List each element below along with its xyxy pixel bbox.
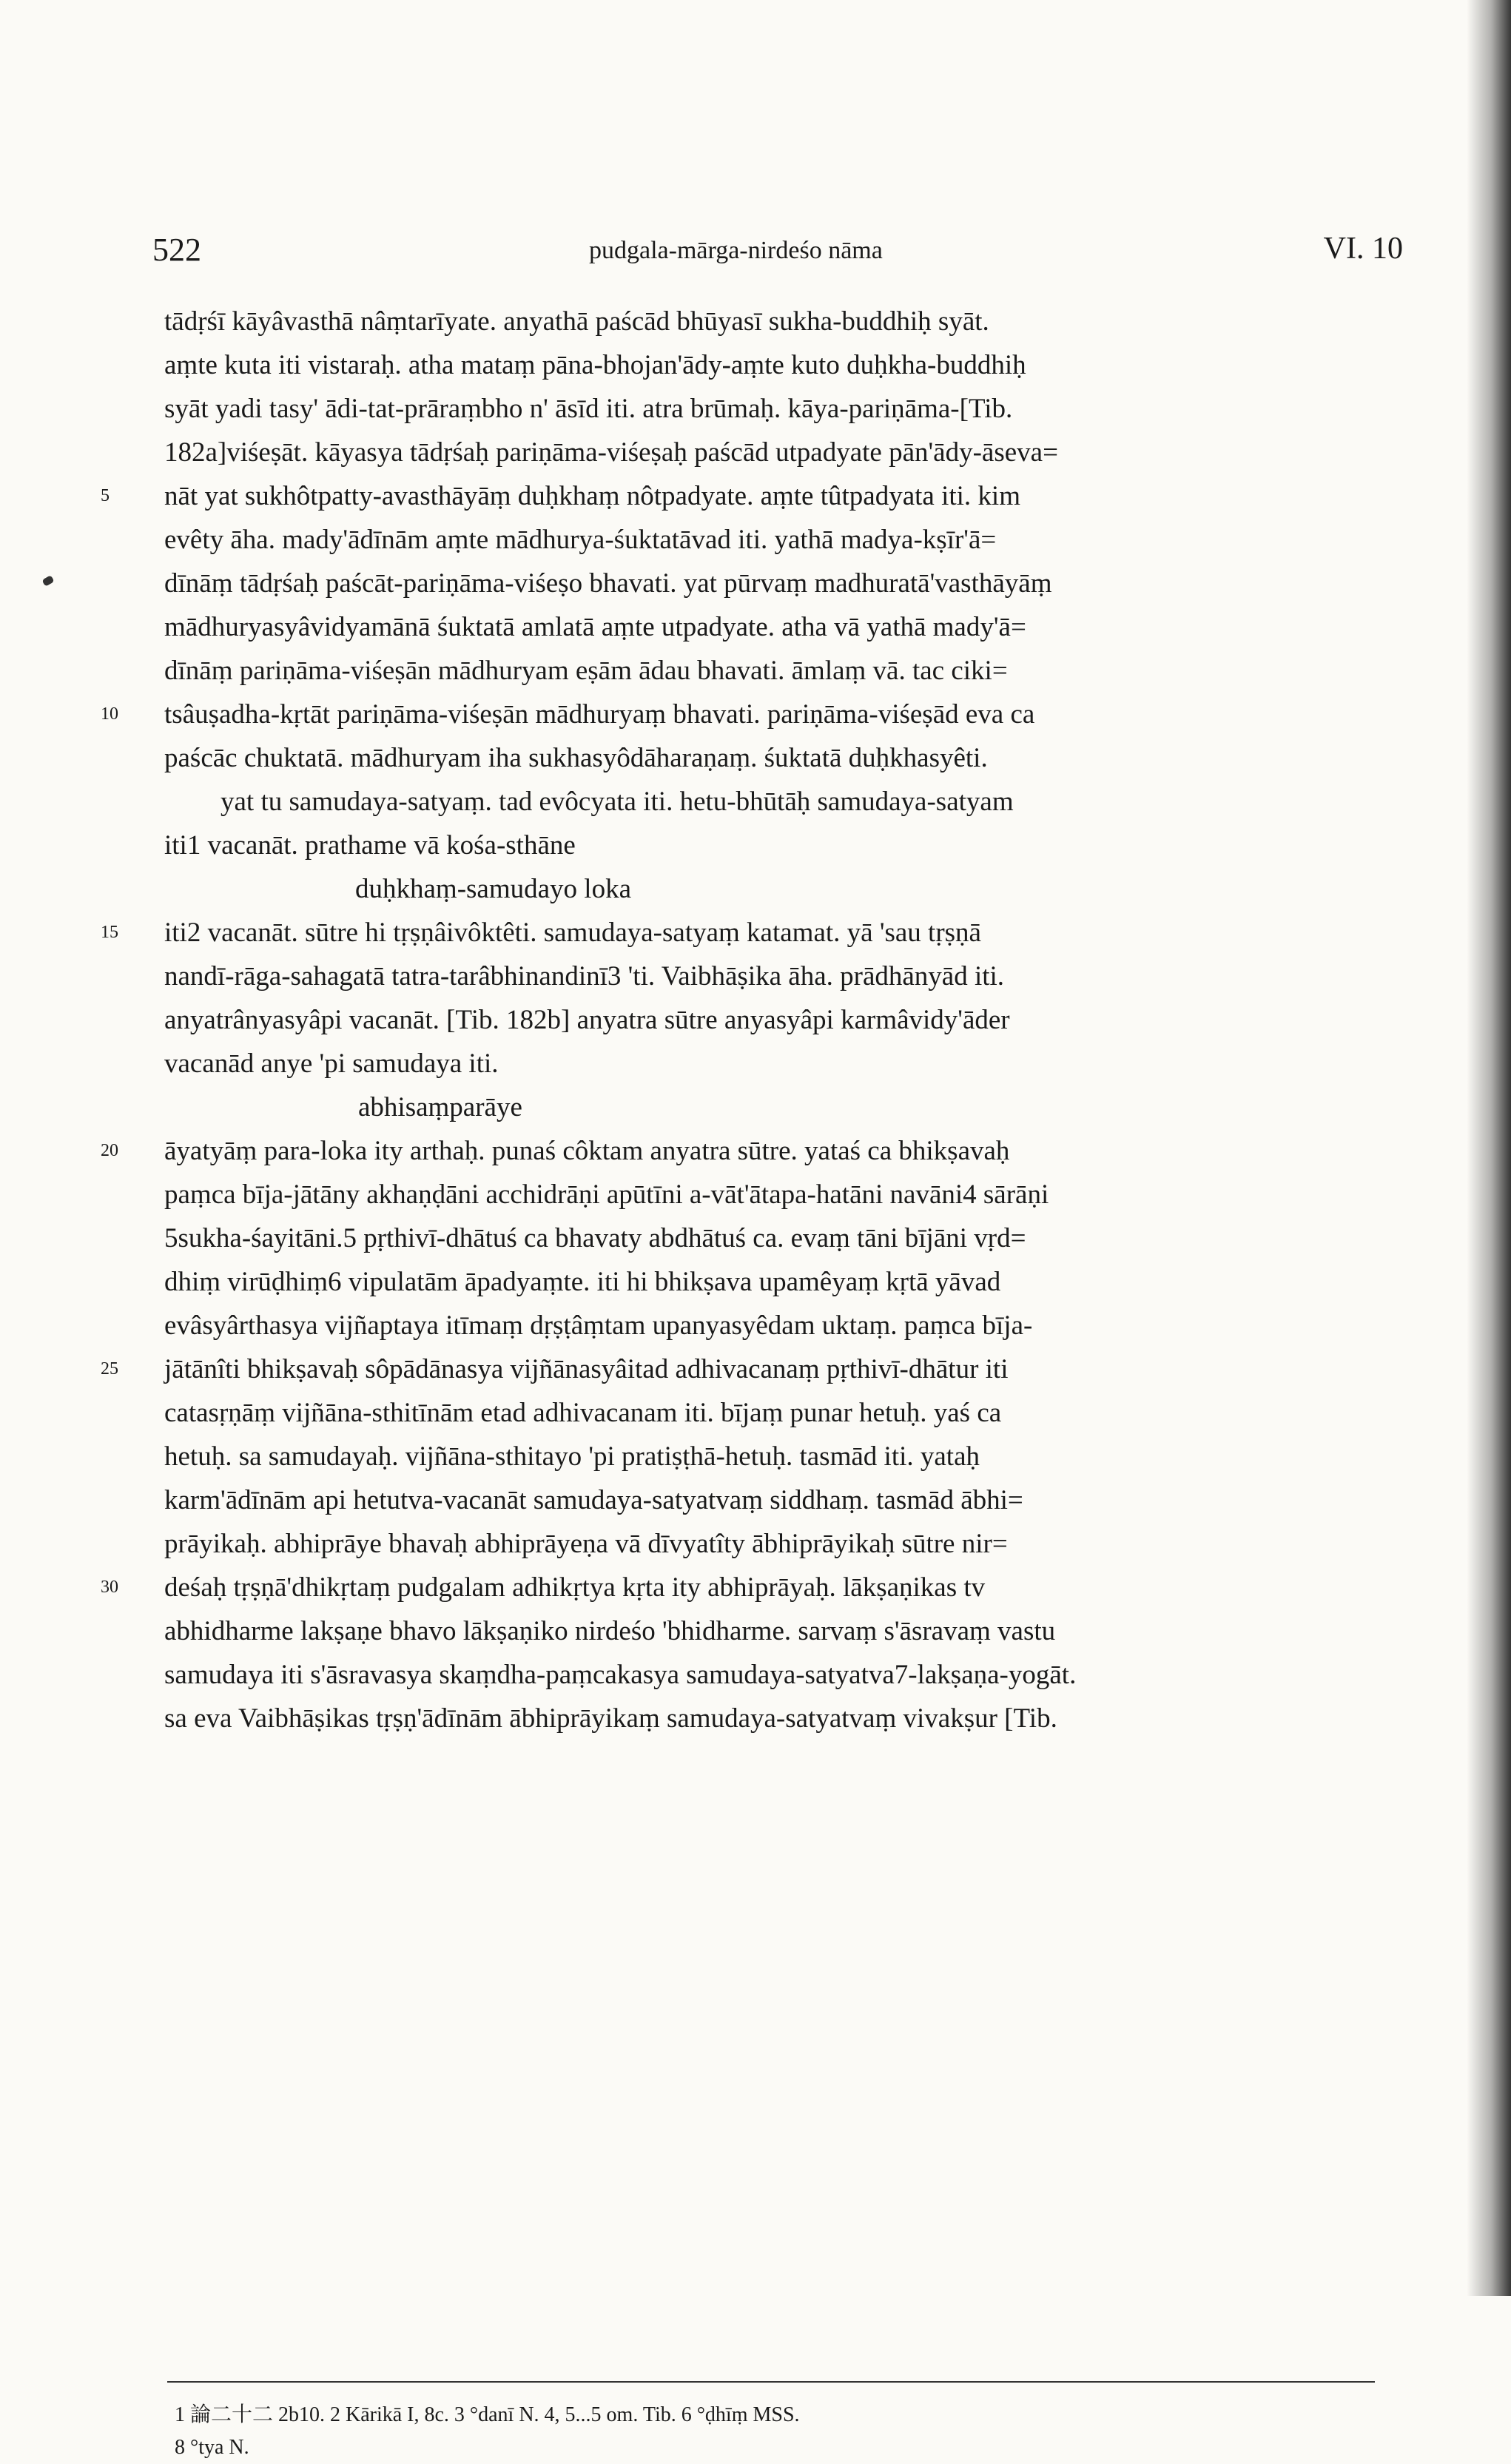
text-line [164, 1260, 1378, 1304]
text-line [164, 562, 1378, 605]
line-text: paṃca bīja-jātāny akhaṇḍāni acchidrāṇi apūtīni a-vāt'ātapa-hatāni navāni4 sārāṇi [164, 1179, 1049, 1210]
text-line [164, 736, 1378, 780]
text-line [164, 1697, 1378, 1740]
line-text: paścāc chuktatā. mādhuryam iha sukhasyôdāharaṇaṃ. śuktatā duḥkhasyêti. [164, 743, 988, 773]
line-number: 5 [101, 486, 110, 505]
line-text: dīnāṃ tādṛśaḥ paścāt-pariṇāma-viśeṣo bhavati. yat pūrvaṃ madhuratā'vasthāyāṃ [164, 568, 1052, 599]
line-text: karm'ādīnām api hetutva-vacanāt samudaya-satyatvaṃ siddhaṃ. tasmād ābhi= [164, 1485, 1023, 1515]
line-text: deśaḥ tṛṣṇā'dhikṛtaṃ pudgalam adhikṛtya kṛta ity abhiprāyaḥ. lākṣaṇikas tv [164, 1572, 986, 1603]
text-line [164, 1478, 1378, 1522]
section-reference: VI. 10 [1323, 232, 1403, 266]
line-text: evêty āha. mady'ādīnām aṃte mādhurya-śuktatāvad iti. yathā madya-kṣīr'ā= [164, 525, 997, 555]
text-line [164, 1653, 1378, 1697]
line-text: 182a]viśeṣāt. kāyasya tādṛśaḥ pariṇāma-viśeṣaḥ paścād utpadyate pān'ādy-āseva= [164, 437, 1058, 468]
line-text: āyatyāṃ para-loka ity arthaḥ. punaś côktam anyatra sūtre. yataś ca bhikṣavaḥ [164, 1136, 1010, 1166]
line-text: sa eva Vaibhāṣikas tṛṣṇ'ādīnām ābhiprāyikaṃ samudaya-satyatvaṃ vivakṣur [Tib. [164, 1703, 1057, 1734]
line-text: iti1 vacanāt. prathame vā kośa-sthāne [164, 830, 576, 861]
footnote-line: 8 °tya N. [175, 2436, 249, 2459]
footnotes [175, 2399, 1359, 2464]
line-text: prāyikaḥ. abhiprāye bhavaḥ abhiprāyeṇa vā dīvyatîty ābhiprāyikaḥ sūtre nir= [164, 1529, 1008, 1559]
text-line [101, 911, 1378, 955]
line-text: nandī-rāga-sahagatā tatra-tarâbhinandinī3 'ti. Vaibhāṣika āha. prādhānyād iti. [164, 961, 1005, 992]
line-text: yat tu samudaya-satyaṃ. tad evôcyata iti. hetu-bhūtāḥ samudaya-satyam [221, 787, 1014, 817]
line-text: abhidharme lakṣaṇe bhavo lākṣaṇiko nirdeśo 'bhidharme. sarvaṃ s'āsravaṃ vastu [164, 1616, 1056, 1646]
text-line [164, 780, 1378, 824]
line-text: samudaya iti s'āsravasya skaṃdha-paṃcakasya samudaya-satyatva7-lakṣaṇa-yogāt. [164, 1660, 1077, 1690]
text-line [164, 998, 1378, 1042]
text-line [164, 300, 1378, 343]
line-text: duḥkhaṃ-samudayo loka [355, 874, 631, 904]
line-text: evâsyârthasya vijñaptaya itīmaṃ dṛṣṭâṃtam upanyasyêdam uktaṃ. paṃca bīja- [164, 1310, 1033, 1341]
line-text: 5sukha-śayitāni.5 pṛthivī-dhātuś ca bhavaty abdhātuś ca. evaṃ tāni bījāni vṛd= [164, 1223, 1026, 1253]
line-number: 15 [101, 923, 118, 942]
line-number: 30 [101, 1578, 118, 1597]
line-text: jātānîti bhikṣavaḥ sôpādānasya vijñānasyâitad adhivacanaṃ pṛthivī-dhātur iti [164, 1354, 1009, 1384]
text-line [101, 1129, 1378, 1173]
line-number: 25 [101, 1359, 118, 1379]
text-line [101, 1347, 1378, 1391]
text-line [164, 1435, 1378, 1478]
text-line [164, 343, 1378, 387]
line-number: 10 [101, 704, 118, 724]
line-text: anyatrânyasyâpi vacanāt. [Tib. 182b] anyatra sūtre anyasyâpi karmâvidy'āder [164, 1005, 1010, 1035]
text-line [164, 387, 1378, 431]
text-line [164, 1173, 1378, 1216]
running-title: pudgala-mārga-nirdeśo nāma [589, 237, 883, 264]
text-line [164, 1522, 1378, 1566]
line-text: syāt yadi tasy' ādi-tat-prāraṃbho n' āsīd iti. atra brūmaḥ. kāya-pariṇāma-[Tib. [164, 394, 1013, 424]
text-line [164, 1304, 1378, 1347]
ink-mark [41, 575, 54, 587]
line-text: nāt yat sukhôtpatty-avasthāyāṃ duḥkhaṃ nôtpadyate. aṃte tûtpadyata iti. kim [164, 481, 1020, 511]
body-text [101, 300, 1378, 1740]
page-edge-shadow [1467, 0, 1511, 2296]
text-line [164, 1216, 1378, 1260]
text-line [101, 474, 1378, 518]
text-line [164, 605, 1378, 649]
line-text: tādṛśī kāyâvasthā nâṃtarīyate. anyathā paścād bhūyasī sukha-buddhiḥ syāt. [164, 306, 989, 337]
line-number: 20 [101, 1141, 118, 1160]
line-text: dhiṃ virūḍhiṃ6 vipulatām āpadyaṃte. iti hi bhikṣava upamêyaṃ kṛtā yāvad [164, 1267, 1001, 1297]
text-line [164, 867, 1378, 911]
text-line [101, 1566, 1378, 1609]
text-line [164, 955, 1378, 998]
line-text: abhisaṃparāye [358, 1092, 522, 1122]
text-line [164, 1391, 1378, 1435]
line-text: dīnāṃ pariṇāma-viśeṣān mādhuryam eṣām ādau bhavati. āmlaṃ vā. tac ciki= [164, 656, 1008, 686]
page-number: 522 [152, 232, 201, 268]
line-text: catasṛṇāṃ vijñāna-sthitīnām etad adhivacanam iti. bījaṃ punar hetuḥ. yaś ca [164, 1398, 1002, 1428]
line-text: vacanād anye 'pi samudaya iti. [164, 1048, 499, 1079]
footnote-line: 1 論二十二 2b10. 2 Kārikā I, 8c. 3 °danī N. 4, 5...5 om. Tib. 6 °ḍhīṃ MSS. [175, 2403, 800, 2426]
text-line [101, 693, 1378, 736]
page-header [152, 231, 1403, 275]
text-line [164, 431, 1378, 474]
line-text: tsâuṣadha-kṛtāt pariṇāma-viśeṣān mādhuryaṃ bhavati. pariṇāma-viśeṣād eva ca [164, 699, 1035, 730]
text-line [164, 1085, 1378, 1129]
text-line [164, 649, 1378, 693]
text-line [164, 1609, 1378, 1653]
line-text: hetuḥ. sa samudayaḥ. vijñāna-sthitayo 'pi pratiṣṭhā-hetuḥ. tasmād iti. yataḥ [164, 1441, 980, 1472]
text-line [164, 518, 1378, 562]
text-line [164, 824, 1378, 867]
footnote-rule [167, 2381, 1375, 2383]
line-text: aṃte kuta iti vistaraḥ. atha mataṃ pāna-bhojan'ādy-aṃte kuto duḥkha-buddhiḥ [164, 350, 1026, 380]
line-text: iti2 vacanāt. sūtre hi tṛṣṇâivôktêti. samudaya-satyaṃ katamat. yā 'sau tṛṣṇā [164, 918, 981, 948]
line-text: mādhuryasyâvidyamānā śuktatā amlatā aṃte utpadyate. atha vā yathā mady'ā= [164, 612, 1026, 642]
text-line [164, 1042, 1378, 1085]
